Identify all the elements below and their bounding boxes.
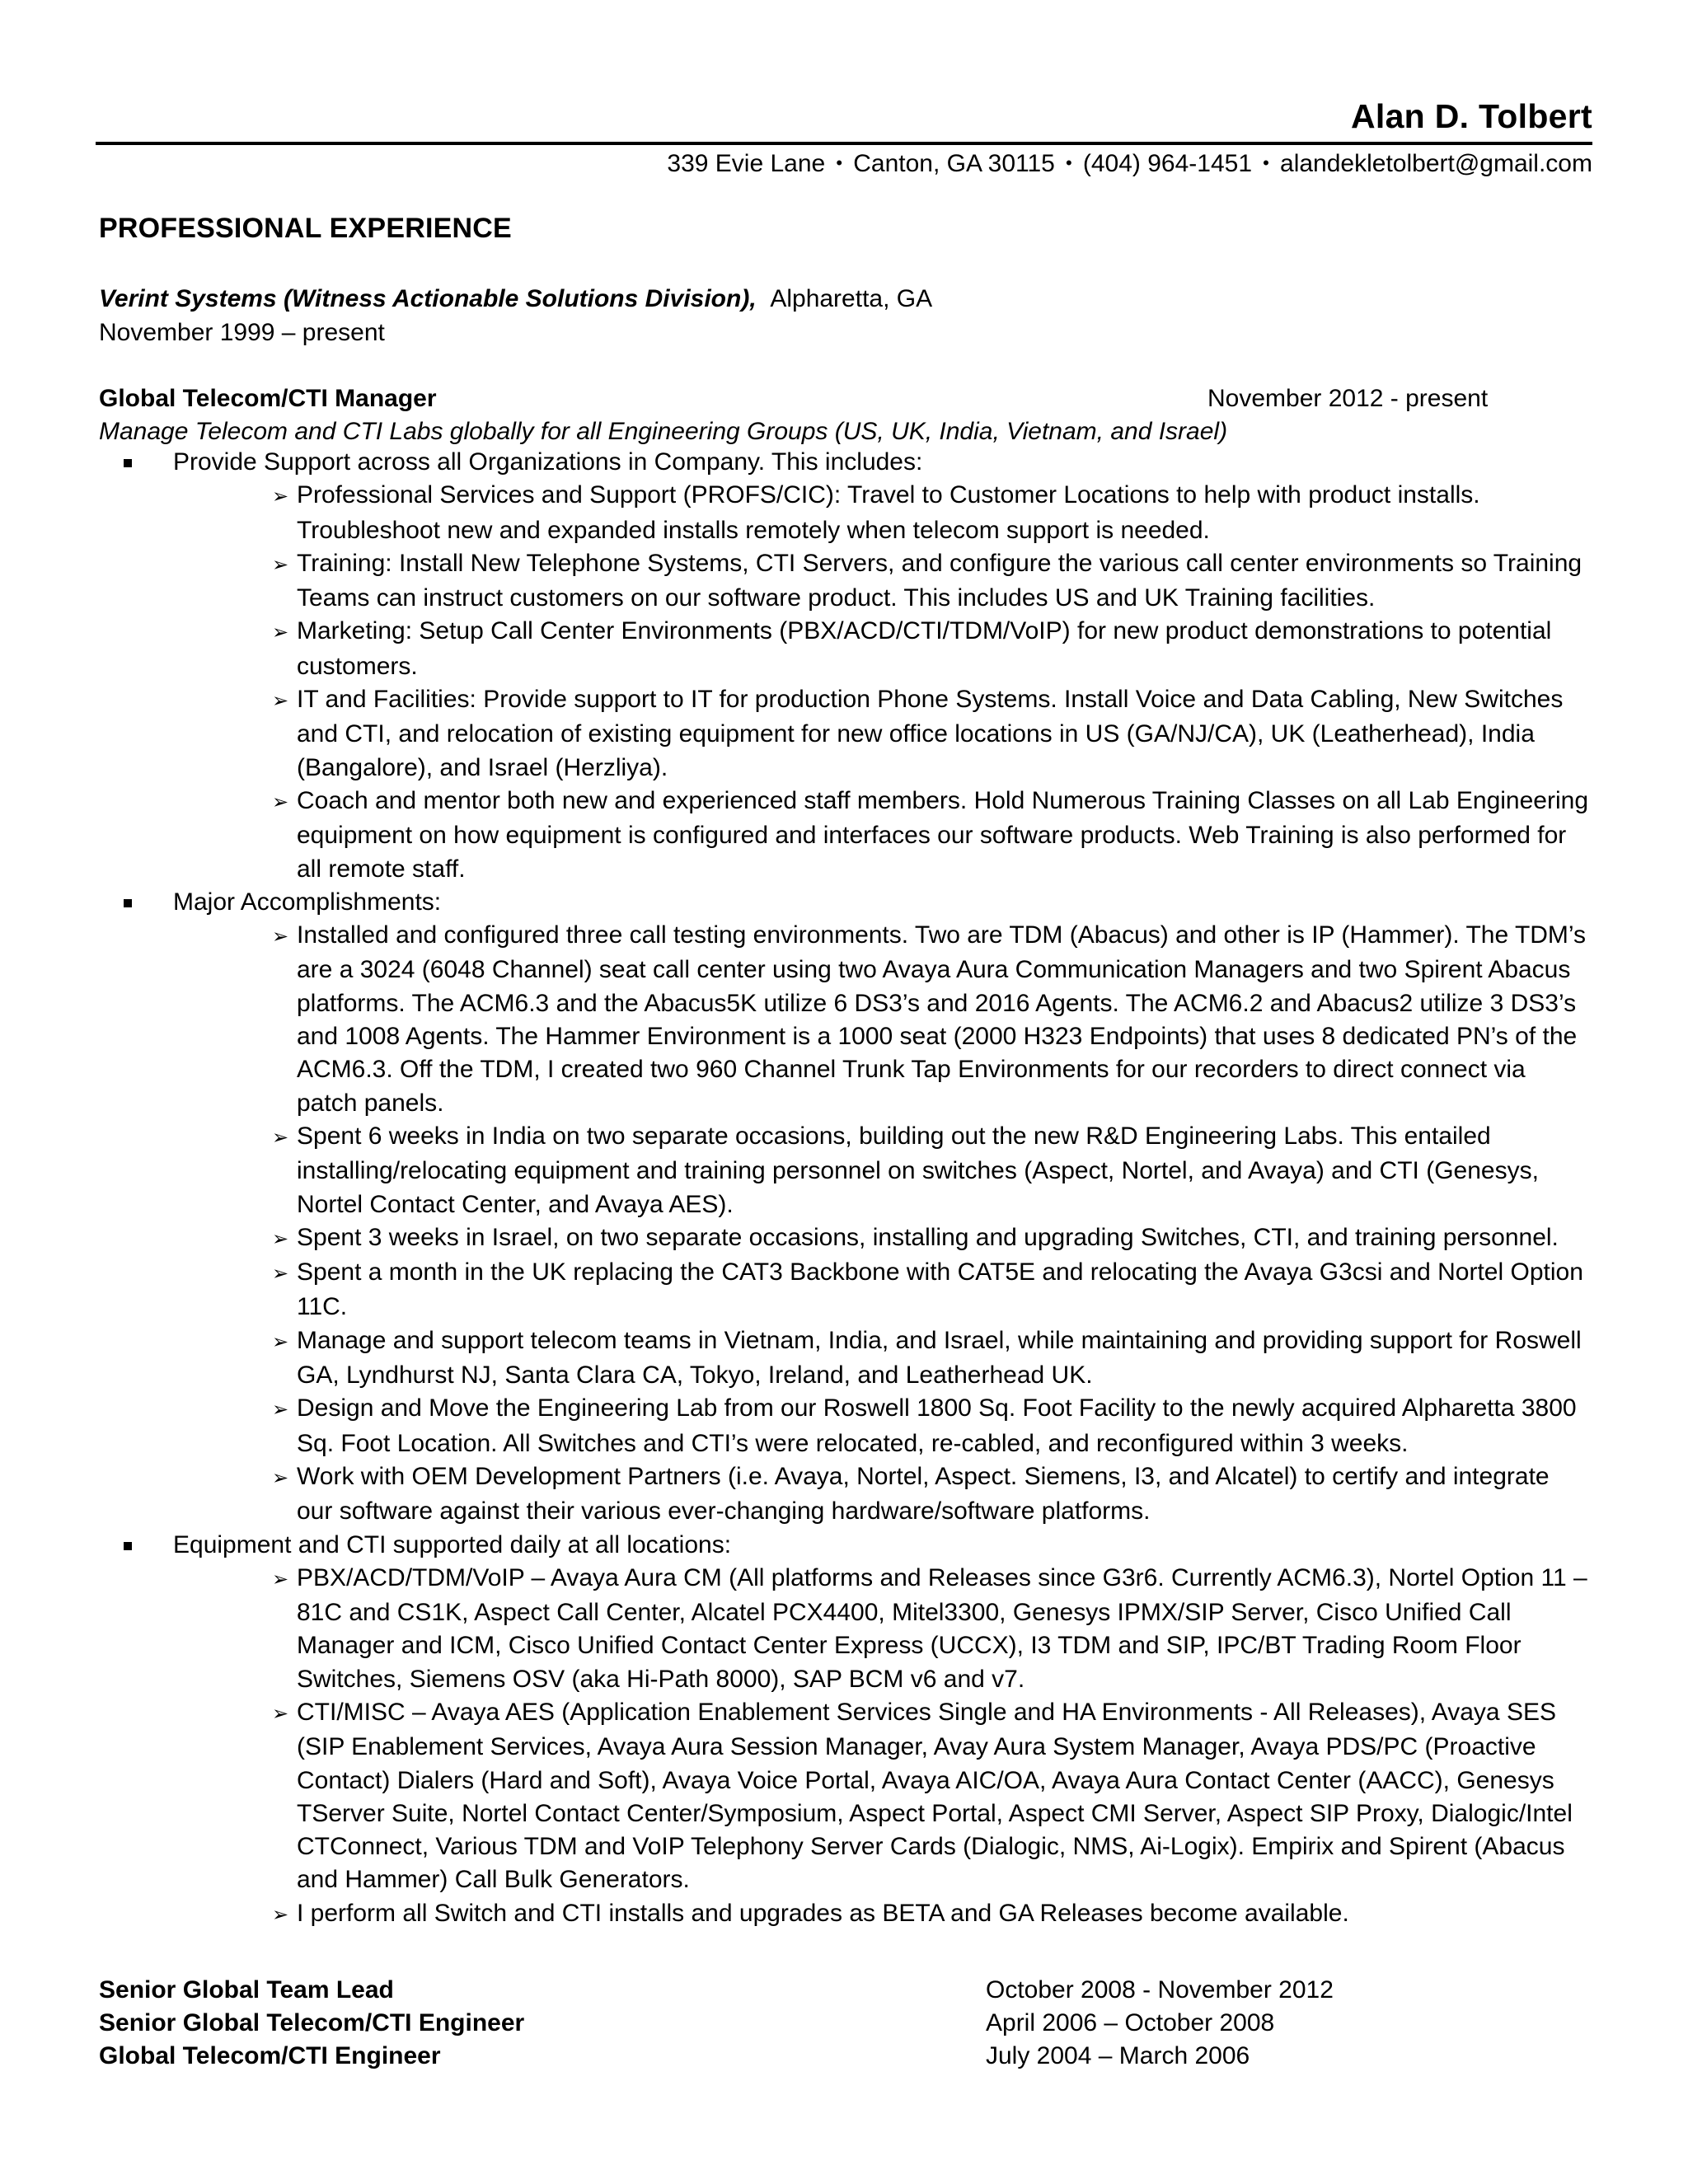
employer-dates: November 1999 – present — [99, 319, 385, 346]
sub-bullet-list — [173, 1562, 1591, 1932]
sub-bullet-item — [173, 1897, 1591, 1932]
previous-role-row — [99, 2007, 1591, 2040]
arrowhead-bullet-icon: ➢ — [272, 553, 289, 576]
square-bullet-icon — [124, 459, 132, 467]
responsibility-section — [99, 446, 1591, 886]
bullet-separator-icon: • — [1066, 152, 1072, 173]
arrowhead-bullet-icon: ➢ — [272, 790, 289, 813]
sub-bullet-item — [173, 479, 1591, 547]
arrowhead-bullet-icon: ➢ — [272, 1568, 289, 1591]
current-role-description: Manage Telecom and CTI Labs globally for all Engineering Groups (US, UK, India, Vietnam, and Israel) — [99, 418, 1228, 445]
previous-role-title: Global Telecom/CTI Engineer — [99, 2042, 441, 2069]
responsibilities — [99, 446, 1591, 1932]
arrowhead-bullet-icon: ➢ — [272, 1126, 289, 1149]
sub-bullet-text: Coach and mentor both new and experienced staff members. Hold Numerous Training Classes on all Lab Engineering equipment on how equipment is configured and interfaces our software products. Web Training is also performed for all remote staff. — [297, 786, 1589, 883]
previous-role-title: Senior Global Telecom/CTI Engineer — [99, 2009, 525, 2036]
sub-bullet-item — [173, 785, 1591, 886]
sub-bullet-text: Professional Services and Support (PROFS/CIC): Travel to Customer Locations to help with product installs. Troubleshoot new and expanded installs remotely when telecom support is needed. — [297, 481, 1480, 544]
sub-bullet-item — [173, 1562, 1591, 1696]
sub-bullet-text: Spent 3 weeks in Israel, on two separate occasions, installing and upgrading Switches, CTI, and training personnel. — [297, 1223, 1559, 1251]
sub-bullet-text: Installed and configured three call testing environments. Two are TDM (Abacus) and other is IP (Hammer). The TDM’s are a 3024 (6048 Channel) seat call center using two Avaya Aura Communication Managers and two Spirent Abacus platforms. The ACM6.3 and the Abacus5K utilize 6 DS3’s and 2016 Agents. The ACM6.2 and Abacus2 utilize 3 DS3’s and 1008 Agents. The Hammer Environment is a 1000 seat (2000 H323 Endpoints) that uses 8 dedicated PN’s of the ACM6.3. Off the TDM, I created two 960 Channel Trunk Tap Environments for our recorders to direct connect via patch panels. — [297, 921, 1587, 1117]
sub-bullet-text: Training: Install New Telephone Systems, CTI Servers, and configure the various call center environments so Training Teams can instruct customers on our software product. This includes US and UK Training facilities. — [297, 549, 1582, 612]
arrowhead-bullet-icon: ➢ — [272, 690, 289, 713]
employer-line — [99, 285, 932, 313]
sub-bullet-text: IT and Facilities: Provide support to IT for production Phone Systems. Install Voice and Data Cabling, New Switches and CTI, and relocation of existing equipment for new office locations in US (GA/NJ/CA), UK (Leatherhead), India (Bangalore), and Israel (Herzliya). — [297, 686, 1564, 781]
candidate-name: Alan D. Tolbert — [1350, 97, 1592, 135]
current-role-title: Global Telecom/CTI Manager — [99, 385, 437, 412]
contact-line — [667, 150, 1592, 178]
sub-bullet-item — [173, 1221, 1591, 1256]
previous-roles — [99, 1974, 1591, 2073]
arrowhead-bullet-icon: ➢ — [272, 485, 289, 509]
arrowhead-bullet-icon: ➢ — [272, 1263, 289, 1286]
sub-bullet-item — [173, 1120, 1591, 1221]
section-label: Provide Support across all Organizations in Company. This includes: — [173, 448, 923, 476]
sub-bullet-list — [173, 919, 1591, 1528]
bullet-separator-icon: • — [836, 152, 843, 173]
employer-company: Verint Systems (Witness Actionable Solutions Division), — [99, 285, 757, 312]
previous-role-dates: April 2006 – October 2008 — [986, 2009, 1275, 2036]
sub-bullet-item — [173, 1392, 1591, 1460]
sub-bullet-text: I perform all Switch and CTI installs and upgrades as BETA and GA Releases become available. — [297, 1899, 1349, 1927]
sub-bullet-text: Design and Move the Engineering Lab from our Roswell 1800 Sq. Foot Facility to the newly acquired Alpharetta 3800 Sq. Foot Location. All Switches and CTI’s were relocated, re-cabled, and reconfigured within 3 weeks. — [297, 1394, 1577, 1457]
sub-bullet-item — [173, 1324, 1591, 1393]
sub-bullet-text: CTI/MISC – Avaya AES (Application Enablement Services Single and HA Environments - All Releases), Avaya SES (SIP Enablement Services, Avaya Aura Session Manager, Avay Aura System Manager, Avaya PDS/PC (Proactive Contact) Dialers (Hard and Soft), Avaya Voice Portal, Avaya AIC/OA, Avaya Aura Contact Center (AACC), Genesys TServer Suite, Nortel Contact Center/Symposium, Aspect Portal, Aspect CMI Server, Aspect SIP Proxy, Dialogic/Intel CTConnect, Various TDM and VoIP Telephony Server Cards (Dialogic, NMS, Ai-Logix). Empirix and Spirent (Abacus and Hammer) Call Bulk Generators. — [297, 1698, 1573, 1894]
sub-bullet-item — [173, 615, 1591, 683]
arrowhead-bullet-icon: ➢ — [272, 1227, 289, 1250]
sub-bullet-item — [173, 547, 1591, 616]
sub-bullet-text: Marketing: Setup Call Center Environments (PBX/ACD/CTI/TDM/VoIP) for new product demonstrations to potential customers. — [297, 617, 1552, 680]
sub-bullet-item — [173, 919, 1591, 1120]
contact-email[interactable]: alandekletolbert@gmail.com — [1280, 150, 1592, 177]
responsibility-section — [99, 1529, 1591, 1933]
previous-role-title: Senior Global Team Lead — [99, 1976, 394, 2004]
employer-location: Alpharetta, GA — [770, 285, 933, 312]
sub-bullet-item — [173, 683, 1591, 785]
contact-address: 339 Evie Lane — [667, 150, 826, 177]
sub-bullet-text: Manage and support telecom teams in Vietnam, India, and Israel, while maintaining and providing support for Roswell GA, Lyndhurst NJ, Santa Clara CA, Tokyo, Ireland, and Leatherhead UK. — [297, 1326, 1582, 1390]
section-heading: PROFESSIONAL EXPERIENCE — [99, 213, 512, 244]
section-label: Major Accomplishments: — [173, 888, 442, 916]
arrowhead-bullet-icon: ➢ — [272, 926, 289, 949]
current-role-dates: November 2012 - present — [1207, 385, 1489, 412]
sub-bullet-item — [173, 1256, 1591, 1324]
arrowhead-bullet-icon: ➢ — [272, 1399, 289, 1422]
arrowhead-bullet-icon: ➢ — [272, 1903, 289, 1926]
sub-bullet-text: Spent 6 weeks in India on two separate occasions, building out the new R&D Engineering Labs. This entailed installing/relocating equipment and training personnel on switches (Aspect, Nortel, and Avaya) and CTI (Genesys, Nortel Contact Center, and Avaya AES). — [297, 1122, 1539, 1218]
sub-bullet-text: PBX/ACD/TDM/VoIP – Avaya Aura CM (All platforms and Releases since G3r6. Currently ACM6.3), Nortel Option 11 – 81C and CS1K, Aspect Call Center, Alcatel PCX4400, Mitel3300, Genesys IPMX/SIP Server, Cisco Unified Call Manager and ICM, Cisco Unified Contact Center Express (UCCX), I3 TDM and SIP, IPC/BT Trading Room Floor Switches, Siemens OSV (aka Hi-Path 8000), SAP BCM v6 and v7. — [297, 1563, 1587, 1693]
responsibility-sections — [99, 446, 1591, 1932]
previous-role-dates: July 2004 – March 2006 — [986, 2042, 1250, 2069]
square-bullet-icon — [124, 1542, 132, 1550]
previous-role-dates: October 2008 - November 2012 — [986, 1976, 1334, 2004]
responsibility-section — [99, 886, 1591, 1529]
bullet-separator-icon: • — [1263, 152, 1269, 173]
sub-bullet-list — [173, 479, 1591, 886]
contact-phone: (404) 964-1451 — [1082, 150, 1253, 177]
arrowhead-bullet-icon: ➢ — [272, 1466, 289, 1489]
sub-bullet-text: Work with OEM Development Partners (i.e. Avaya, Nortel, Aspect. Siemens, I3, and Alcatel) to certify and integrate our software against their various ever-changing hardware/software platforms. — [297, 1462, 1550, 1526]
sub-bullet-text: Spent a month in the UK replacing the CAT3 Backbone with CAT5E and relocating the Avaya G3csi and Nortel Option 11C. — [297, 1258, 1583, 1321]
arrowhead-bullet-icon: ➢ — [272, 1702, 289, 1725]
sub-bullet-item — [173, 1460, 1591, 1529]
sub-bullet-item — [173, 1696, 1591, 1897]
arrowhead-bullet-icon: ➢ — [272, 621, 289, 644]
arrowhead-bullet-icon: ➢ — [272, 1330, 289, 1353]
previous-role-row — [99, 1974, 1591, 2007]
previous-role-row — [99, 2040, 1591, 2073]
square-bullet-icon — [124, 899, 132, 907]
section-label: Equipment and CTI supported daily at all locations: — [173, 1530, 732, 1558]
contact-city: Canton, GA 30115 — [853, 150, 1055, 177]
header-divider — [96, 142, 1592, 145]
